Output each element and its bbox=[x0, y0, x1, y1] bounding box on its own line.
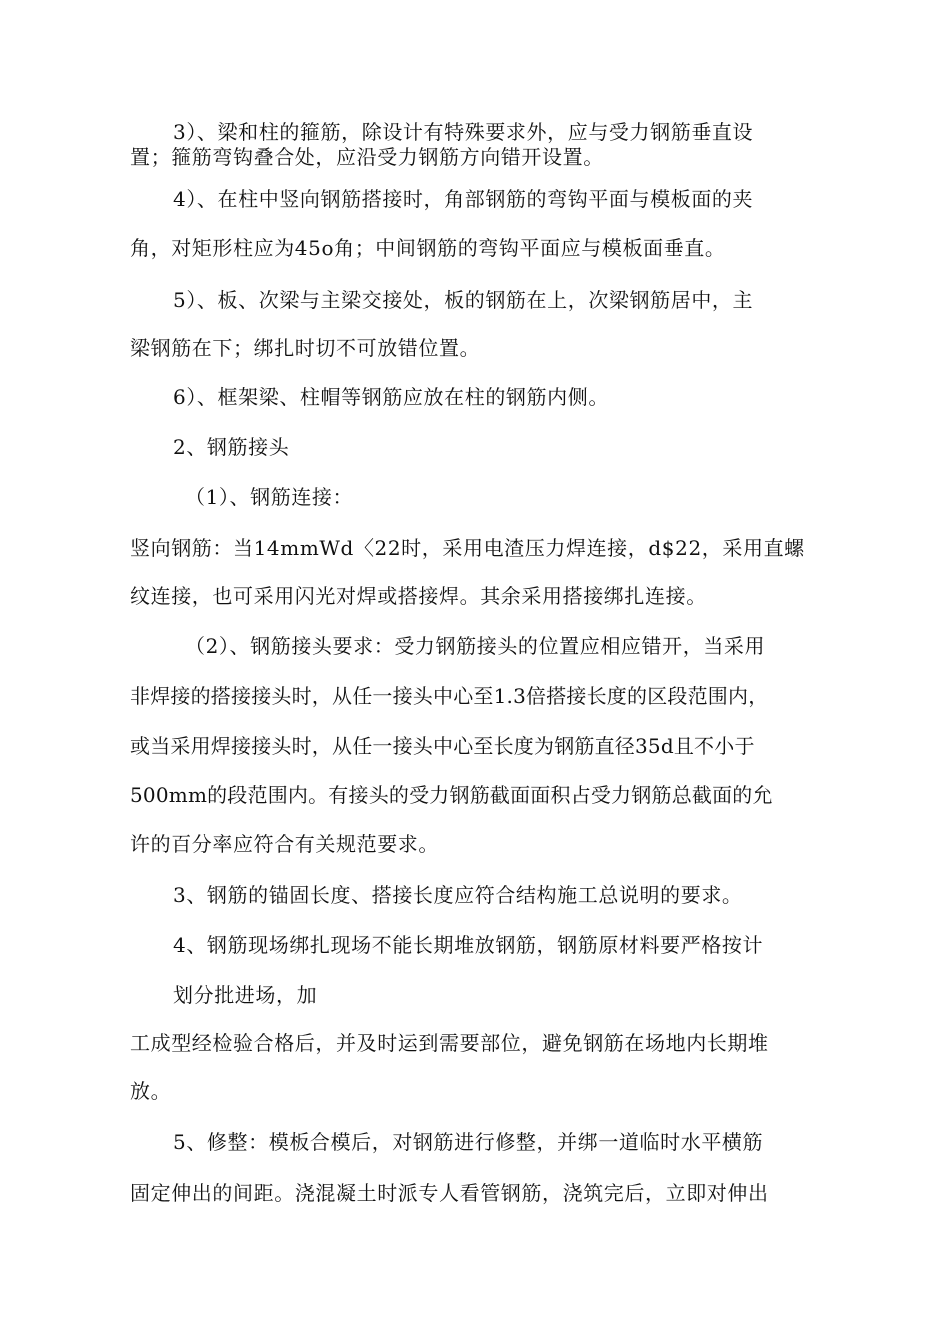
text-line: 或当采用焊接接头时，从任一接头中心至长度为钢筋直径35d且不小于 bbox=[130, 734, 755, 758]
text-line: 竖向钢筋：当14mmWd〈22时，采用电渣压力焊连接，d$22，采用直螺 bbox=[130, 536, 805, 560]
text-line: 梁钢筋在下；绑扎时切不可放错位置。 bbox=[130, 336, 481, 360]
section-heading: 5、修整：模板合模后，对钢筋进行修整，并绑一道临时水平横筋 bbox=[173, 1130, 764, 1154]
text-line: 5）、板、次梁与主梁交接处，板的钢筋在上，次梁钢筋居中，主 bbox=[173, 288, 754, 312]
text-line: 许的百分率应符合有关规范要求。 bbox=[130, 832, 439, 856]
section-heading: 4、钢筋现场绑扎现场不能长期堆放钢筋，钢筋原材料要严格按计 bbox=[173, 933, 764, 957]
text-line: 工成型经检验合格后，并及时运到需要部位，避免钢筋在场地内长期堆 bbox=[130, 1031, 769, 1055]
text-line: 4）、在柱中竖向钢筋搭接时，角部钢筋的弯钩平面与模板面的夹 bbox=[173, 187, 754, 211]
text-line: 角，对矩形柱应为45o角；中间钢筋的弯钩平面应与模板面垂直。 bbox=[130, 236, 726, 260]
text-line: 非焊接的搭接接头时，从任一接头中心至1.3倍搭接长度的区段范围内， bbox=[130, 684, 769, 708]
text-line: （2）、钢筋接头要求：受力钢筋接头的位置应相应错开，当采用 bbox=[185, 634, 766, 658]
text-line: 6）、框架梁、柱帽等钢筋应放在柱的钢筋内侧。 bbox=[173, 385, 609, 409]
text-line: 纹连接，也可采用闪光对焊或搭接焊。其余采用搭接绑扎连接。 bbox=[130, 584, 707, 608]
text-line: 3）、梁和柱的箍筋，除设计有特殊要求外，应与受力钢筋垂直设 bbox=[173, 120, 754, 144]
subsection-heading: （1）、钢筋连接： bbox=[185, 485, 354, 509]
text-line: 划分批进场，加 bbox=[173, 983, 318, 1007]
text-line: 放。 bbox=[130, 1079, 172, 1103]
section-heading: 3、钢筋的锚固长度、搭接长度应符合结构施工总说明的要求。 bbox=[173, 883, 743, 907]
section-heading: 2、钢筋接头 bbox=[173, 435, 290, 459]
text-line: 置；箍筋弯钩叠合处，应沿受力钢筋方向错开设置。 bbox=[130, 145, 604, 169]
text-line: 500mm的段范围内。有接头的受力钢筋截面面积占受力钢筋总截面的允 bbox=[130, 783, 773, 807]
text-line: 固定伸出的间距。浇混凝土时派专人看管钢筋，浇筑完后，立即对伸出 bbox=[130, 1181, 769, 1205]
